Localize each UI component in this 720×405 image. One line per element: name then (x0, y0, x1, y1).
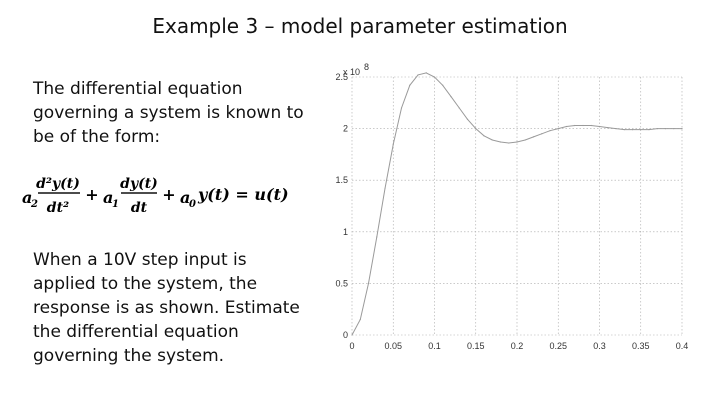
response-point (434, 76, 435, 77)
response-point (673, 128, 674, 129)
response-point (624, 129, 625, 130)
response-point (351, 334, 352, 335)
eq-sub-1: 1 (112, 199, 119, 210)
y-tick-label: 0.5 (335, 278, 348, 289)
eq-plus-1: + (85, 185, 99, 204)
task-statement (33, 248, 300, 368)
response-point (475, 128, 476, 129)
response-point (368, 283, 369, 284)
response-point (582, 125, 583, 126)
response-point (442, 85, 443, 86)
x-tick-label: 0.35 (631, 341, 650, 351)
task-line: When a 10V step input is (33, 250, 247, 270)
eq-numerator-1: d²y(t) (36, 176, 80, 192)
response-point (360, 319, 361, 320)
statement-line: governing a system is known to (33, 103, 304, 123)
eq-coef-a0: a (180, 188, 191, 207)
step-response-chart (325, 52, 705, 362)
statement-line: be of the form: (33, 127, 161, 147)
x-tick-label: 0.3 (593, 341, 606, 351)
grid (352, 77, 682, 335)
y-multiplier-exponent: 8 (364, 62, 370, 72)
x-tick-label: 0 (349, 341, 355, 351)
response-point (640, 129, 641, 130)
response-point (566, 126, 567, 127)
task-line: applied to the system, the (33, 274, 258, 294)
x-tick-label: 0.4 (675, 341, 689, 351)
task-line: governing the system. (33, 346, 225, 366)
tick-labels (335, 72, 688, 351)
response-point (607, 127, 608, 128)
task-line: response is as shown. Estimate (33, 298, 300, 318)
x-tick-label: 0.1 (428, 341, 441, 351)
response-point (483, 135, 484, 136)
response-point (574, 125, 575, 126)
step-response-plot (325, 52, 705, 362)
response-point (409, 85, 410, 86)
response-point (450, 96, 451, 97)
response-point (615, 128, 616, 129)
task-line: the differential equation (33, 322, 239, 342)
response-point (459, 107, 460, 108)
eq-rhs: y(t) = u(t) (198, 185, 289, 204)
response-point (500, 141, 501, 142)
differential-equation (20, 170, 325, 225)
x-tick-label: 0.05 (384, 341, 403, 351)
response-point (417, 74, 418, 75)
response-point (401, 107, 402, 108)
y-tick-label: 2.5 (335, 72, 348, 82)
response-point (549, 130, 550, 131)
response-point (525, 139, 526, 140)
response-point (492, 139, 493, 140)
x-tick-label: 0.15 (466, 341, 485, 351)
y-tick-label: 0 (342, 330, 348, 340)
problem-statement (33, 77, 304, 149)
y-tick-label: 1 (342, 226, 348, 237)
eq-coef-a1: a (103, 188, 114, 207)
response-point (681, 128, 682, 129)
response-point (558, 128, 559, 129)
statement-line: The differential equation (33, 79, 243, 99)
eq-plus-2: + (162, 185, 176, 204)
eq-sub-0: 0 (189, 199, 196, 210)
x-tick-label: 0.25 (549, 341, 568, 351)
y-tick-label: 1.5 (335, 175, 348, 186)
y-multiplier-label: x 10 (343, 67, 361, 77)
response-point (426, 72, 427, 73)
response-point (508, 142, 509, 143)
eq-denominator-2: dt (130, 200, 148, 216)
response-point (467, 119, 468, 120)
slide-title: Example 3 – model parameter estimation (152, 14, 568, 38)
eq-sub-2: 2 (31, 199, 38, 210)
response-point (384, 188, 385, 189)
response-point (541, 133, 542, 134)
y-tick-label: 2 (342, 123, 348, 134)
eq-denominator-1: dt² (46, 200, 70, 216)
response-point (393, 143, 394, 144)
response-point (533, 136, 534, 137)
response-point (376, 236, 377, 237)
response-point (648, 129, 649, 130)
eq-coef-a2: a (22, 188, 33, 207)
response-point (599, 126, 600, 127)
response-point (591, 125, 592, 126)
eq-numerator-2: dy(t) (120, 176, 158, 192)
response-point (665, 128, 666, 129)
response-point (657, 128, 658, 129)
x-tick-label: 0.2 (510, 341, 524, 351)
response-point (516, 141, 517, 142)
response-point (632, 129, 633, 130)
